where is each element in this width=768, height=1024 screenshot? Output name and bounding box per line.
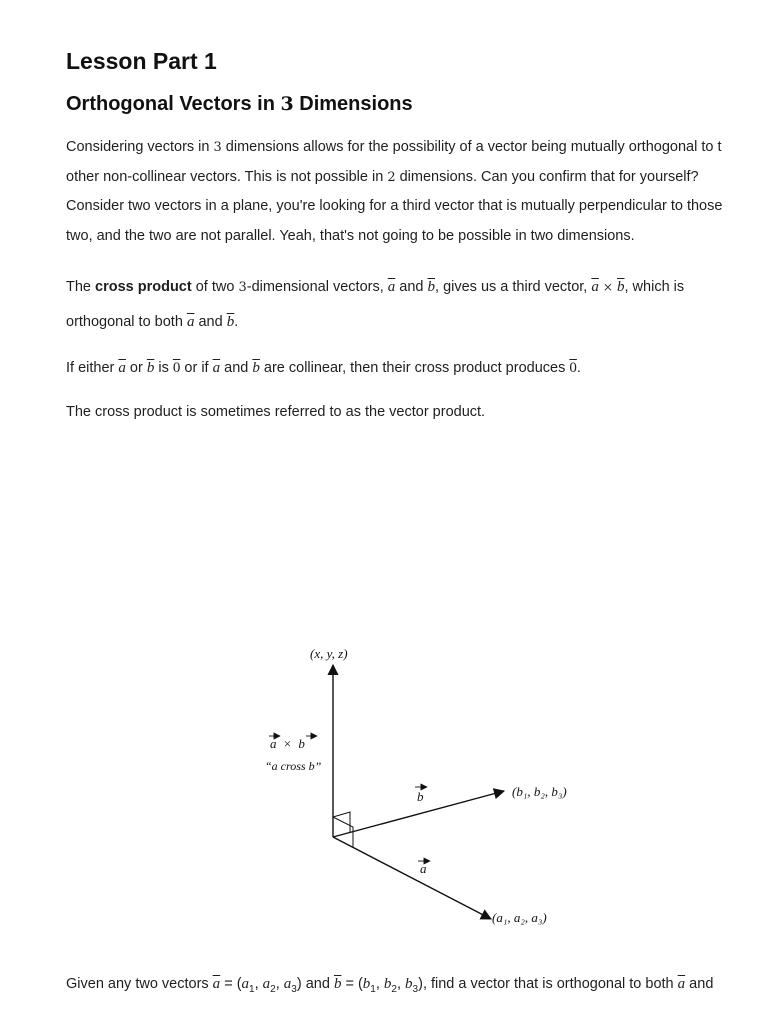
intro-text: two, and the two are not parallel. Yeah, that's not going to be possible in two dimensions. xyxy=(66,227,635,244)
vector-a-coords: (a₁, a₂, a₃) xyxy=(492,910,547,925)
intro-number: 2 xyxy=(387,169,396,185)
text: ), find a vector that is orthogonal to both xyxy=(418,976,678,992)
component: b xyxy=(362,976,371,992)
vector-a: $\overline{a}$ xyxy=(387,279,396,295)
intro-text: Consider two vectors in a plane, you're looking for a third vector that is mutually perpendicular to those xyxy=(66,198,723,214)
cross-times: × xyxy=(283,736,292,751)
intro-text: dimensions. Can you confirm that for yourself? xyxy=(395,168,699,185)
zero-vector: 0 xyxy=(569,360,577,376)
section-heading-pre: Orthogonal Vectors in xyxy=(66,93,281,115)
number: 3 xyxy=(238,280,247,295)
vector-b: $\overline{b}$ xyxy=(252,360,260,376)
vector-a: $\overline{a}$ xyxy=(591,279,599,295)
text: , which is xyxy=(624,279,685,295)
vector-a-label: a xyxy=(420,861,427,876)
component: b xyxy=(383,976,392,992)
text: . xyxy=(234,314,239,330)
section-heading-post: Dimensions xyxy=(293,93,413,115)
subscript: 1 xyxy=(370,983,376,995)
text: = ( xyxy=(220,976,242,992)
zero-vector: 0 xyxy=(172,360,181,376)
vector-b-label: b xyxy=(417,789,424,804)
intro-number: 3 xyxy=(213,140,222,155)
vector-b: $\overline{b}$ xyxy=(427,279,436,295)
vector-a: $\overline{a}$ xyxy=(118,360,126,376)
cross-label xyxy=(270,736,305,751)
cross-b: b xyxy=(298,736,305,751)
text: , xyxy=(375,976,384,992)
subscript: 3 xyxy=(291,983,297,995)
cross-a: a xyxy=(270,736,277,751)
vector-product-paragraph: The cross product is sometimes referred to as the vector product. xyxy=(66,404,486,420)
section-heading-number: 3 xyxy=(280,93,294,115)
text: and xyxy=(685,976,714,992)
vector-b-coords: (b₁, b₂, b₃) xyxy=(512,784,567,799)
vector-a: $\overline{a}$ xyxy=(186,314,195,330)
subscript: 1 xyxy=(249,983,255,995)
exercise-paragraph xyxy=(66,970,713,1004)
component: a xyxy=(241,976,250,992)
text: , xyxy=(254,976,263,992)
component: a xyxy=(283,976,292,992)
component: b xyxy=(405,976,413,992)
vector-b: $\overline{b}$ xyxy=(146,360,155,376)
text: . xyxy=(576,360,581,376)
subscript: 2 xyxy=(391,983,397,995)
vector-a-arrow xyxy=(333,837,491,919)
vector-b: $\overline{b}$ xyxy=(333,976,342,992)
text: -dimensional vectors, xyxy=(246,279,388,295)
intro-paragraph xyxy=(66,133,722,251)
text: The xyxy=(66,279,96,295)
vector-a: $\overline{a}$ xyxy=(212,976,221,992)
text: , gives us a third vector, xyxy=(435,279,592,295)
cross-caption: “a cross b” xyxy=(265,759,322,773)
vector-b: $\overline{b}$ xyxy=(617,279,625,295)
text: ) and xyxy=(296,976,334,992)
text: If either xyxy=(66,360,119,376)
text: orthogonal to both xyxy=(66,314,187,330)
text: , xyxy=(275,976,284,992)
vector-b: $\overline{b}$ xyxy=(226,314,235,330)
z-axis-label: (x, y, z) xyxy=(310,646,348,661)
text: , xyxy=(396,976,406,992)
component: a xyxy=(262,976,271,992)
intro-text: Considering vectors in xyxy=(66,139,214,155)
text: or xyxy=(125,360,147,376)
times-symbol: × xyxy=(602,280,613,294)
lesson-title: Lesson Part 1 xyxy=(66,48,217,74)
right-angle-marker xyxy=(333,812,350,832)
text: = ( xyxy=(341,976,363,992)
text: of two xyxy=(191,279,239,295)
vector-a: $\overline{a}$ xyxy=(677,976,686,992)
cross-product-paragraph xyxy=(66,270,684,340)
intro-text: dimensions allows for the possibility of a vector being mutually orthogonal to t xyxy=(221,139,722,155)
intro-text: other non-collinear vectors. This is not possible in xyxy=(66,168,388,185)
text: and xyxy=(194,314,227,330)
section-heading xyxy=(66,93,413,116)
text: or if xyxy=(180,360,213,376)
text: and xyxy=(395,279,428,295)
text: are collinear, then their cross product produces xyxy=(259,360,570,376)
zero-vector-paragraph xyxy=(66,354,581,384)
cross-product-term: cross product xyxy=(95,279,192,295)
subscript: 2 xyxy=(270,983,276,995)
text: Given any two vectors xyxy=(66,976,213,992)
vector-a: $\overline{a}$ xyxy=(212,360,221,376)
text: is xyxy=(154,360,173,376)
subscript: 3 xyxy=(412,983,419,995)
text: and xyxy=(220,360,253,376)
cross-product-diagram xyxy=(250,635,580,935)
